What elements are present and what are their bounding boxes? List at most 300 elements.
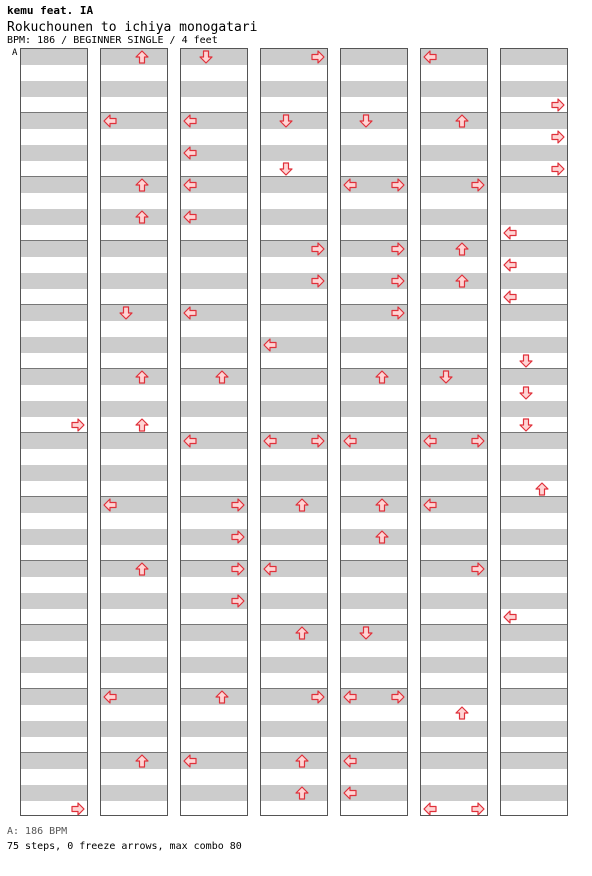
beat-stripe — [181, 657, 247, 673]
measure-line — [341, 240, 407, 241]
beat-stripe — [181, 241, 247, 257]
left-arrow-icon — [183, 146, 197, 160]
beat-stripe — [181, 337, 247, 353]
beat-stripe — [501, 273, 567, 289]
down-arrow-icon — [119, 306, 133, 320]
measure-line — [261, 240, 327, 241]
beat-stripe — [21, 465, 87, 481]
measure-line — [101, 496, 167, 497]
beat-stripe — [501, 337, 567, 353]
beat-stripe — [421, 401, 487, 417]
beat-stripe — [261, 625, 327, 641]
beat-stripe — [21, 401, 87, 417]
beat-stripe — [21, 209, 87, 225]
beat-stripe — [501, 433, 567, 449]
measure-line — [501, 624, 567, 625]
beat-stripe — [421, 145, 487, 161]
measure-line — [21, 304, 87, 305]
chart-column — [180, 48, 248, 816]
measure-line — [261, 368, 327, 369]
beat-stripe — [101, 49, 167, 65]
measure-line — [101, 368, 167, 369]
beat-stripe — [101, 145, 167, 161]
beat-stripe — [21, 81, 87, 97]
chart-column — [420, 48, 488, 816]
beat-stripe — [341, 657, 407, 673]
beat-stripe — [501, 145, 567, 161]
beat-stripe — [341, 81, 407, 97]
beat-stripe — [21, 337, 87, 353]
left-arrow-icon — [423, 50, 437, 64]
down-arrow-icon — [359, 114, 373, 128]
measure-line — [101, 240, 167, 241]
beat-stripe — [501, 401, 567, 417]
measure-line — [21, 624, 87, 625]
up-arrow-icon — [375, 498, 389, 512]
measure-line — [261, 112, 327, 113]
up-arrow-icon — [455, 706, 469, 720]
measure-line — [21, 496, 87, 497]
beat-stripe — [341, 145, 407, 161]
beat-stripe — [501, 785, 567, 801]
beat-stripe — [101, 785, 167, 801]
beat-stripe — [421, 465, 487, 481]
chart-column — [340, 48, 408, 816]
measure-line — [101, 560, 167, 561]
measure-line — [101, 176, 167, 177]
up-arrow-icon — [455, 274, 469, 288]
chart-stats: 75 steps, 0 freeze arrows, max combo 80 — [7, 841, 242, 852]
down-arrow-icon — [199, 50, 213, 64]
beat-stripe — [341, 337, 407, 353]
measure-line — [101, 688, 167, 689]
up-arrow-icon — [215, 370, 229, 384]
left-arrow-icon — [183, 306, 197, 320]
beat-stripe — [261, 145, 327, 161]
up-arrow-icon — [455, 114, 469, 128]
beat-stripe — [341, 497, 407, 513]
measure-line — [501, 304, 567, 305]
chart-info: BPM: 186 / BEGINNER SINGLE / 4 feet — [7, 35, 218, 46]
up-arrow-icon — [135, 418, 149, 432]
chart-column — [260, 48, 328, 816]
beat-stripe — [501, 241, 567, 257]
beat-stripe — [341, 401, 407, 417]
measure-line — [181, 240, 247, 241]
right-arrow-icon — [231, 562, 245, 576]
measure-line — [421, 496, 487, 497]
beat-stripe — [421, 209, 487, 225]
measure-line — [261, 560, 327, 561]
left-arrow-icon — [343, 754, 357, 768]
right-arrow-icon — [71, 418, 85, 432]
beat-stripe — [21, 273, 87, 289]
beat-stripe — [421, 593, 487, 609]
beat-stripe — [21, 561, 87, 577]
up-arrow-icon — [455, 242, 469, 256]
beat-stripe — [261, 753, 327, 769]
beat-stripe — [181, 369, 247, 385]
beat-stripe — [501, 689, 567, 705]
measure-line — [421, 304, 487, 305]
left-arrow-icon — [423, 802, 437, 816]
measure-line — [341, 752, 407, 753]
beat-stripe — [501, 305, 567, 321]
left-arrow-icon — [103, 114, 117, 128]
beat-stripe — [21, 49, 87, 65]
chart-column — [100, 48, 168, 816]
measure-line — [181, 560, 247, 561]
beat-stripe — [101, 657, 167, 673]
beat-stripe — [421, 721, 487, 737]
left-arrow-icon — [503, 258, 517, 272]
measure-line — [261, 752, 327, 753]
beat-stripe — [421, 689, 487, 705]
right-arrow-icon — [471, 562, 485, 576]
right-arrow-icon — [551, 98, 565, 112]
right-arrow-icon — [551, 130, 565, 144]
beat-stripe — [421, 369, 487, 385]
beat-stripe — [181, 273, 247, 289]
beat-stripe — [101, 753, 167, 769]
beat-stripe — [261, 465, 327, 481]
measure-line — [341, 304, 407, 305]
right-arrow-icon — [71, 802, 85, 816]
measure-line — [21, 560, 87, 561]
beat-stripe — [21, 497, 87, 513]
beat-stripe — [261, 657, 327, 673]
beat-stripe — [21, 689, 87, 705]
beat-stripe — [501, 209, 567, 225]
beat-stripe — [501, 529, 567, 545]
right-arrow-icon — [231, 530, 245, 544]
beat-stripe — [501, 721, 567, 737]
beat-stripe — [101, 241, 167, 257]
beat-stripe — [181, 689, 247, 705]
up-arrow-icon — [375, 370, 389, 384]
beat-stripe — [261, 497, 327, 513]
beat-stripe — [101, 305, 167, 321]
beat-stripe — [341, 209, 407, 225]
up-arrow-icon — [535, 482, 549, 496]
right-arrow-icon — [471, 802, 485, 816]
measure-line — [341, 688, 407, 689]
measure-line — [181, 304, 247, 305]
up-arrow-icon — [135, 370, 149, 384]
measure-line — [341, 112, 407, 113]
up-arrow-icon — [135, 562, 149, 576]
measure-line — [181, 368, 247, 369]
measure-line — [101, 752, 167, 753]
chart-column — [500, 48, 568, 816]
beat-stripe — [181, 81, 247, 97]
measure-line — [501, 496, 567, 497]
beat-stripe — [181, 465, 247, 481]
right-arrow-icon — [471, 434, 485, 448]
right-arrow-icon — [231, 594, 245, 608]
beat-stripe — [21, 593, 87, 609]
left-arrow-icon — [343, 690, 357, 704]
beat-stripe — [421, 113, 487, 129]
left-arrow-icon — [423, 498, 437, 512]
measure-line — [341, 560, 407, 561]
beat-stripe — [341, 113, 407, 129]
beat-stripe — [421, 273, 487, 289]
beat-stripe — [261, 785, 327, 801]
beat-stripe — [341, 561, 407, 577]
beat-stripe — [101, 337, 167, 353]
up-arrow-icon — [215, 690, 229, 704]
left-arrow-icon — [183, 114, 197, 128]
measure-line — [421, 560, 487, 561]
measure-line — [181, 752, 247, 753]
down-arrow-icon — [439, 370, 453, 384]
up-arrow-icon — [295, 626, 309, 640]
measure-line — [181, 432, 247, 433]
beat-stripe — [181, 401, 247, 417]
beat-stripe — [261, 113, 327, 129]
beat-stripe — [21, 145, 87, 161]
song-title: Rokuchounen to ichiya monogatari — [7, 20, 258, 35]
beat-stripe — [261, 81, 327, 97]
beat-stripe — [101, 721, 167, 737]
beat-stripe — [21, 657, 87, 673]
beat-stripe — [101, 177, 167, 193]
beat-stripe — [421, 785, 487, 801]
right-arrow-icon — [471, 178, 485, 192]
beat-stripe — [101, 273, 167, 289]
beat-stripe — [421, 529, 487, 545]
beat-stripe — [21, 241, 87, 257]
up-arrow-icon — [375, 530, 389, 544]
beat-stripe — [421, 337, 487, 353]
beat-stripe — [101, 81, 167, 97]
measure-line — [101, 112, 167, 113]
measure-line — [21, 112, 87, 113]
right-arrow-icon — [391, 242, 405, 256]
beat-stripe — [501, 177, 567, 193]
measure-line — [421, 112, 487, 113]
right-arrow-icon — [311, 242, 325, 256]
down-arrow-icon — [519, 386, 533, 400]
measure-line — [101, 624, 167, 625]
right-arrow-icon — [311, 50, 325, 64]
beat-stripe — [21, 113, 87, 129]
up-arrow-icon — [135, 754, 149, 768]
measure-line — [501, 176, 567, 177]
right-arrow-icon — [551, 162, 565, 176]
left-arrow-icon — [503, 290, 517, 304]
measure-line — [421, 432, 487, 433]
measure-line — [181, 496, 247, 497]
right-arrow-icon — [231, 498, 245, 512]
measure-line — [21, 432, 87, 433]
beat-stripe — [101, 401, 167, 417]
beat-stripe — [501, 753, 567, 769]
measure-line — [341, 624, 407, 625]
down-arrow-icon — [359, 626, 373, 640]
measure-line — [421, 688, 487, 689]
beat-stripe — [421, 81, 487, 97]
beat-stripe — [101, 465, 167, 481]
left-arrow-icon — [103, 690, 117, 704]
beat-stripe — [101, 529, 167, 545]
measure-line — [181, 112, 247, 113]
measure-line — [261, 624, 327, 625]
up-arrow-icon — [135, 50, 149, 64]
right-arrow-icon — [391, 274, 405, 288]
measure-line — [501, 112, 567, 113]
down-arrow-icon — [519, 418, 533, 432]
measure-line — [421, 368, 487, 369]
beat-stripe — [261, 209, 327, 225]
measure-line — [501, 240, 567, 241]
left-arrow-icon — [343, 786, 357, 800]
beat-stripe — [101, 209, 167, 225]
beat-stripe — [501, 81, 567, 97]
beat-stripe — [101, 433, 167, 449]
right-arrow-icon — [391, 306, 405, 320]
beat-stripe — [341, 465, 407, 481]
measure-line — [261, 304, 327, 305]
beat-stripe — [501, 113, 567, 129]
beat-stripe — [21, 369, 87, 385]
beat-stripe — [341, 593, 407, 609]
left-arrow-icon — [343, 434, 357, 448]
right-arrow-icon — [311, 434, 325, 448]
left-arrow-icon — [423, 434, 437, 448]
beat-stripe — [101, 593, 167, 609]
beat-stripe — [21, 625, 87, 641]
measure-line — [21, 176, 87, 177]
beat-stripe — [21, 177, 87, 193]
right-arrow-icon — [391, 690, 405, 704]
artist-name: kemu feat. IA — [7, 4, 94, 17]
bpm-legend: A: 186 BPM — [7, 826, 68, 837]
beat-stripe — [501, 625, 567, 641]
left-arrow-icon — [263, 338, 277, 352]
beat-stripe — [101, 625, 167, 641]
beat-stripe — [501, 497, 567, 513]
beat-stripe — [261, 529, 327, 545]
measure-line — [21, 240, 87, 241]
measure-line — [181, 688, 247, 689]
beat-stripe — [501, 49, 567, 65]
beat-stripe — [261, 401, 327, 417]
measure-line — [341, 368, 407, 369]
down-arrow-icon — [279, 114, 293, 128]
measure-line — [421, 752, 487, 753]
beat-stripe — [21, 529, 87, 545]
measure-line — [261, 432, 327, 433]
measure-line — [421, 176, 487, 177]
down-arrow-icon — [519, 354, 533, 368]
measure-line — [501, 432, 567, 433]
beat-stripe — [181, 785, 247, 801]
measure-line — [261, 176, 327, 177]
left-arrow-icon — [183, 434, 197, 448]
beat-stripe — [181, 721, 247, 737]
left-arrow-icon — [503, 226, 517, 240]
measure-line — [261, 688, 327, 689]
right-arrow-icon — [311, 274, 325, 288]
up-arrow-icon — [135, 210, 149, 224]
beat-stripe — [341, 721, 407, 737]
left-arrow-icon — [263, 562, 277, 576]
bpm-marker: A — [12, 48, 18, 58]
right-arrow-icon — [391, 178, 405, 192]
measure-line — [21, 688, 87, 689]
measure-line — [21, 752, 87, 753]
up-arrow-icon — [135, 178, 149, 192]
measure-line — [101, 304, 167, 305]
beat-stripe — [21, 433, 87, 449]
measure-line — [341, 496, 407, 497]
beat-stripe — [261, 177, 327, 193]
right-arrow-icon — [311, 690, 325, 704]
beat-stripe — [181, 625, 247, 641]
measure-line — [501, 688, 567, 689]
left-arrow-icon — [183, 754, 197, 768]
measure-line — [501, 368, 567, 369]
beat-stripe — [101, 369, 167, 385]
beat-stripe — [421, 753, 487, 769]
measure-line — [501, 560, 567, 561]
beat-stripe — [101, 561, 167, 577]
measure-line — [101, 432, 167, 433]
beat-stripe — [21, 721, 87, 737]
beat-stripe — [341, 625, 407, 641]
left-arrow-icon — [103, 498, 117, 512]
measure-line — [341, 176, 407, 177]
up-arrow-icon — [295, 786, 309, 800]
measure-line — [501, 752, 567, 753]
left-arrow-icon — [343, 178, 357, 192]
beat-stripe — [21, 753, 87, 769]
beat-stripe — [261, 369, 327, 385]
up-arrow-icon — [295, 498, 309, 512]
beat-stripe — [501, 593, 567, 609]
measure-line — [21, 368, 87, 369]
beat-stripe — [501, 465, 567, 481]
beat-stripe — [501, 657, 567, 673]
beat-stripe — [21, 785, 87, 801]
beat-stripe — [21, 305, 87, 321]
measure-line — [181, 624, 247, 625]
beat-stripe — [421, 305, 487, 321]
up-arrow-icon — [295, 754, 309, 768]
beat-stripe — [341, 369, 407, 385]
measure-line — [261, 496, 327, 497]
beat-stripe — [261, 305, 327, 321]
measure-line — [341, 432, 407, 433]
left-arrow-icon — [183, 210, 197, 224]
beat-stripe — [261, 721, 327, 737]
chart-column — [20, 48, 88, 816]
beat-stripe — [421, 625, 487, 641]
measure-line — [421, 624, 487, 625]
beat-stripe — [341, 49, 407, 65]
beat-stripe — [421, 241, 487, 257]
beat-stripe — [261, 593, 327, 609]
left-arrow-icon — [183, 178, 197, 192]
beat-stripe — [421, 657, 487, 673]
down-arrow-icon — [279, 162, 293, 176]
measure-line — [181, 176, 247, 177]
beat-stripe — [501, 561, 567, 577]
beat-stripe — [341, 529, 407, 545]
left-arrow-icon — [263, 434, 277, 448]
